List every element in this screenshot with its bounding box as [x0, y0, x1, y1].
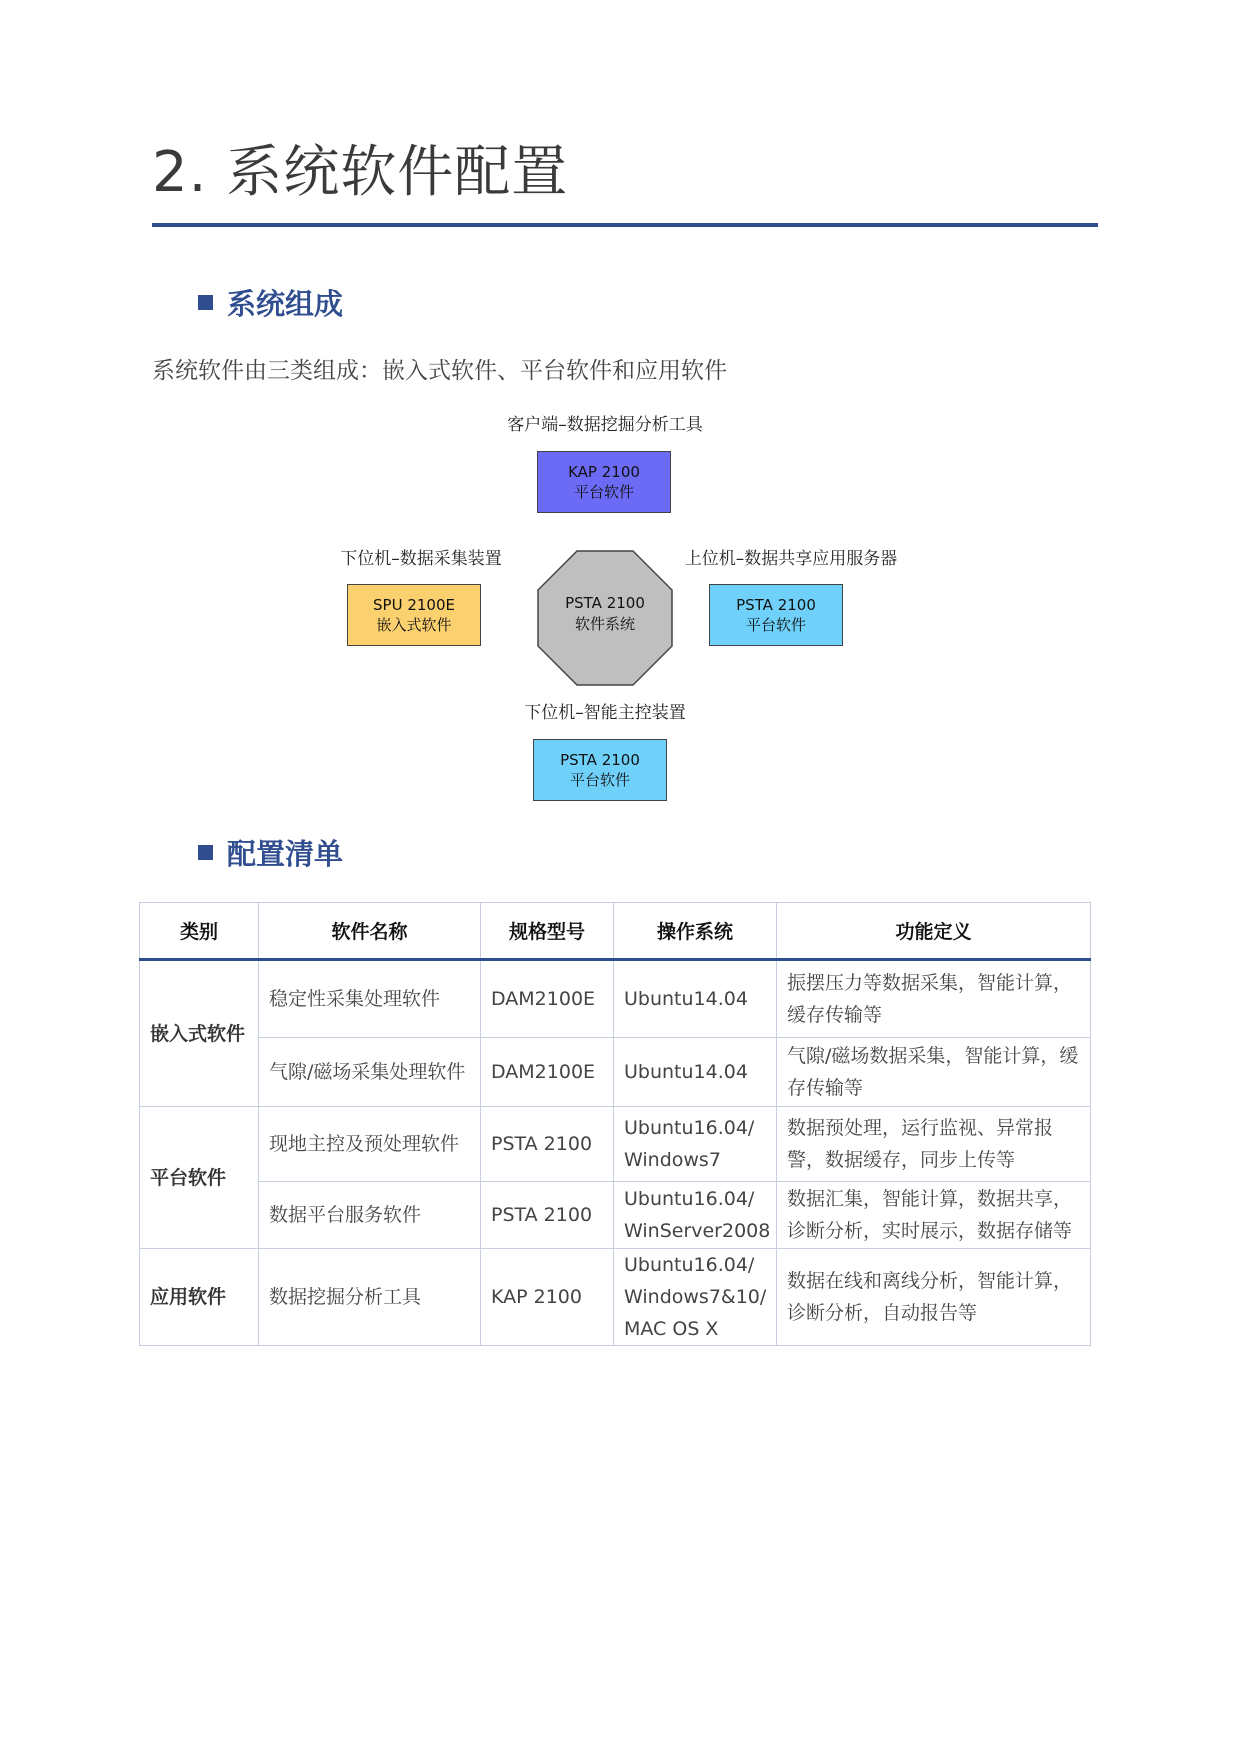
- table-row: [140, 960, 1091, 1038]
- square-bullet-icon: [198, 295, 213, 310]
- model-cell: DAM2100E: [481, 960, 614, 1038]
- right-node-label: 上位机–数据共享应用服务器: [684, 549, 898, 569]
- model-cell: PSTA 2100: [481, 1182, 614, 1249]
- section-heading-text: 配置清单: [227, 837, 344, 871]
- model-cell: KAP 2100: [481, 1249, 614, 1346]
- section-heading-config-list: [198, 836, 343, 872]
- center-node-type: 软件系统: [574, 615, 635, 633]
- os-cell: Ubuntu16.04/ Windows7: [614, 1107, 777, 1182]
- square-bullet-icon: [198, 845, 213, 860]
- table-row: [140, 1249, 1091, 1346]
- category-cell: 平台软件: [140, 1107, 259, 1249]
- intro-paragraph: 系统软件由三类组成：嵌入式软件、平台软件和应用软件: [152, 358, 727, 384]
- table-row: [140, 1107, 1091, 1182]
- function-cell: 数据在线和离线分析，智能计算，诊断分析，自动报告等: [777, 1249, 1091, 1346]
- model-cell: PSTA 2100: [481, 1107, 614, 1182]
- header-software-name: 软件名称: [259, 903, 481, 960]
- header-os: 操作系统: [614, 903, 777, 960]
- os-cell: Ubuntu14.04: [614, 1038, 777, 1107]
- model-cell: DAM2100E: [481, 1038, 614, 1107]
- top-node-kap: [537, 451, 671, 513]
- top-node-label: 客户端–数据挖掘分析工具: [507, 415, 703, 435]
- top-node-type: 平台软件: [573, 483, 634, 501]
- name-cell: 现地主控及预处理软件: [259, 1107, 481, 1182]
- center-node-text: [537, 593, 673, 635]
- name-cell: 稳定性采集处理软件: [259, 960, 481, 1038]
- right-node-psta: [709, 584, 843, 646]
- bottom-node-label: 下位机–智能主控装置: [524, 703, 686, 723]
- function-cell: 气隙/磁场数据采集，智能计算，缓存传输等: [777, 1038, 1091, 1107]
- category-cell: 嵌入式软件: [140, 960, 259, 1107]
- left-node-label: 下位机–数据采集装置: [340, 549, 502, 569]
- function-cell: 数据汇集，智能计算，数据共享，诊断分析，实时展示，数据存储等: [777, 1182, 1091, 1249]
- config-table: [139, 902, 1091, 1346]
- title-rule: [152, 223, 1098, 227]
- function-cell: 振摆压力等数据采集，智能计算，缓存传输等: [777, 960, 1091, 1038]
- section-heading-text: 系统组成: [227, 287, 344, 321]
- name-cell: 气隙/磁场采集处理软件: [259, 1038, 481, 1107]
- header-category: 类别: [140, 903, 259, 960]
- header-function: 功能定义: [777, 903, 1091, 960]
- page-title: 2. 系统软件配置: [152, 140, 569, 205]
- left-node-spu: [347, 584, 481, 646]
- bottom-node-name: PSTA 2100: [560, 751, 640, 769]
- right-node-name: PSTA 2100: [736, 596, 816, 614]
- name-cell: 数据平台服务软件: [259, 1182, 481, 1249]
- header-model: 规格型号: [481, 903, 614, 960]
- name-cell: 数据挖掘分析工具: [259, 1249, 481, 1346]
- table-row: [140, 1182, 1091, 1249]
- table-row: [140, 1038, 1091, 1107]
- left-node-name: SPU 2100E: [373, 596, 455, 614]
- os-cell: Ubuntu16.04/ Windows7&10/ MAC OS X: [614, 1249, 777, 1346]
- section-heading-composition: [198, 286, 343, 322]
- function-cell: 数据预处理，运行监视、异常报警，数据缓存，同步上传等: [777, 1107, 1091, 1182]
- left-node-type: 嵌入式软件: [376, 616, 452, 634]
- table-header-row: [140, 903, 1091, 960]
- os-cell: Ubuntu14.04: [614, 960, 777, 1038]
- category-cell: 应用软件: [140, 1249, 259, 1346]
- bottom-node-psta: [533, 739, 667, 801]
- center-node-name: PSTA 2100: [565, 594, 645, 612]
- os-cell: Ubuntu16.04/ WinServer2008: [614, 1182, 777, 1249]
- right-node-type: 平台软件: [745, 616, 806, 634]
- bottom-node-type: 平台软件: [569, 771, 630, 789]
- top-node-name: KAP 2100: [568, 463, 640, 481]
